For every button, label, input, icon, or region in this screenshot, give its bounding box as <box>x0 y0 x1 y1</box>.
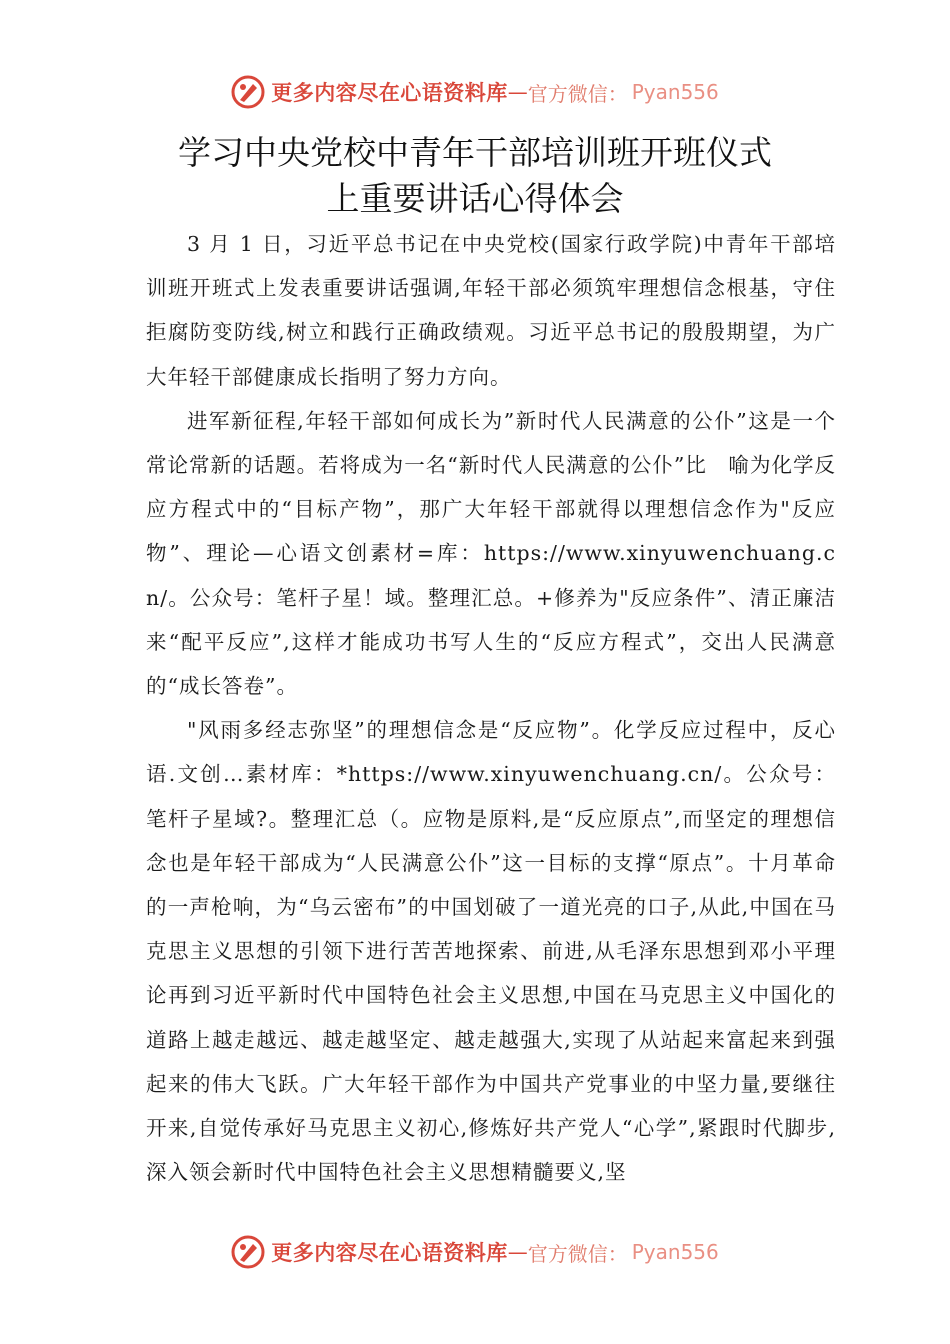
banner-wechat-id: Pyan556 <box>631 80 719 104</box>
paragraph-2: 进军新征程,年轻干部如何成长为”新时代人民满意的公仆”这是一个常论常新的话题。若将成为一名“新时代人民满意的公仆”比 喻为化学反应方程式中的“目标产物”，那广大年轻干部就得以理想信念作为"反应物”、理论—心语文创素材=库：https://www.xinyuwenchuang.cn/。公众号：笔杆子星！域。整理汇总。+修养为"反应条件”、清正廉洁来“配平反应”,这样才能成功书写人生的“反应方程式”，交出人民满意的“成长答卷”。 <box>146 408 836 699</box>
paragraph-1: 3 月 1 日，习近平总书记在中央党校(国家行政学院)中青年干部培训班开班式上发表重要讲话强调,年轻干部必须筑牢理想信念根基，守住拒腐防变防线,树立和践行正确政绩观。习近平总书记的殷殷期望，为广大年轻干部健康成长指明了努力方向。 <box>146 232 836 389</box>
document-body <box>146 222 836 1194</box>
banner-separator: — <box>507 1240 528 1264</box>
banner-official-label: 官方微信： <box>527 81 628 106</box>
banner-brand: 更多内容尽在心语资料库 <box>271 1241 508 1265</box>
banner-wechat-id: Pyan556 <box>631 1240 719 1264</box>
title-line-2: 上重要讲话心得体会 <box>326 179 624 218</box>
pen-logo-icon <box>231 75 265 109</box>
pen-logo-icon <box>231 1235 265 1269</box>
paragraph-3: "风雨多经志弥坚”的理想信念是“反应物”。化学反应过程中，反心语.文创…素材库：*https://www.xinyuwenchuang.cn/。公众号：笔杆子星域?。整理汇总（。应物是原料,是“反应原点”,而坚定的理想信念也是年轻干部成为“人民满意公仆”这一目标的支撑“原点”。十月革命的一声枪响，为“乌云密布”的中国划破了一道光亮的口子,从此,中国在马克思主义思想的引领下进行苦苦地探索、前进,从毛泽东思想到邓小平理论再到习近平新时代中国特色社会主义思想,中国在马克思主义中国化的道路上越走越远、越走越坚定、越走越强大,实现了从站起来富起来到强起来的伟大飞跃。广大年轻干部作为中国共产党事业的中坚力量,要继往开来,自觉传承好马克思主义初心,修炼好共产党人“心学”,紧跟时代脚步,深入领会新时代中国特色社会主义思想精髓要义,坚 <box>146 718 836 1185</box>
banner-separator: — <box>507 80 528 104</box>
title-line-1: 学习中央党校中青年干部培训班开班仪式 <box>178 133 772 172</box>
document-title <box>0 130 950 222</box>
banner-official-label: 官方微信： <box>527 1241 628 1266</box>
banner-brand: 更多内容尽在心语资料库 <box>271 81 508 105</box>
footer-banner <box>0 1232 950 1272</box>
header-banner <box>0 72 950 112</box>
